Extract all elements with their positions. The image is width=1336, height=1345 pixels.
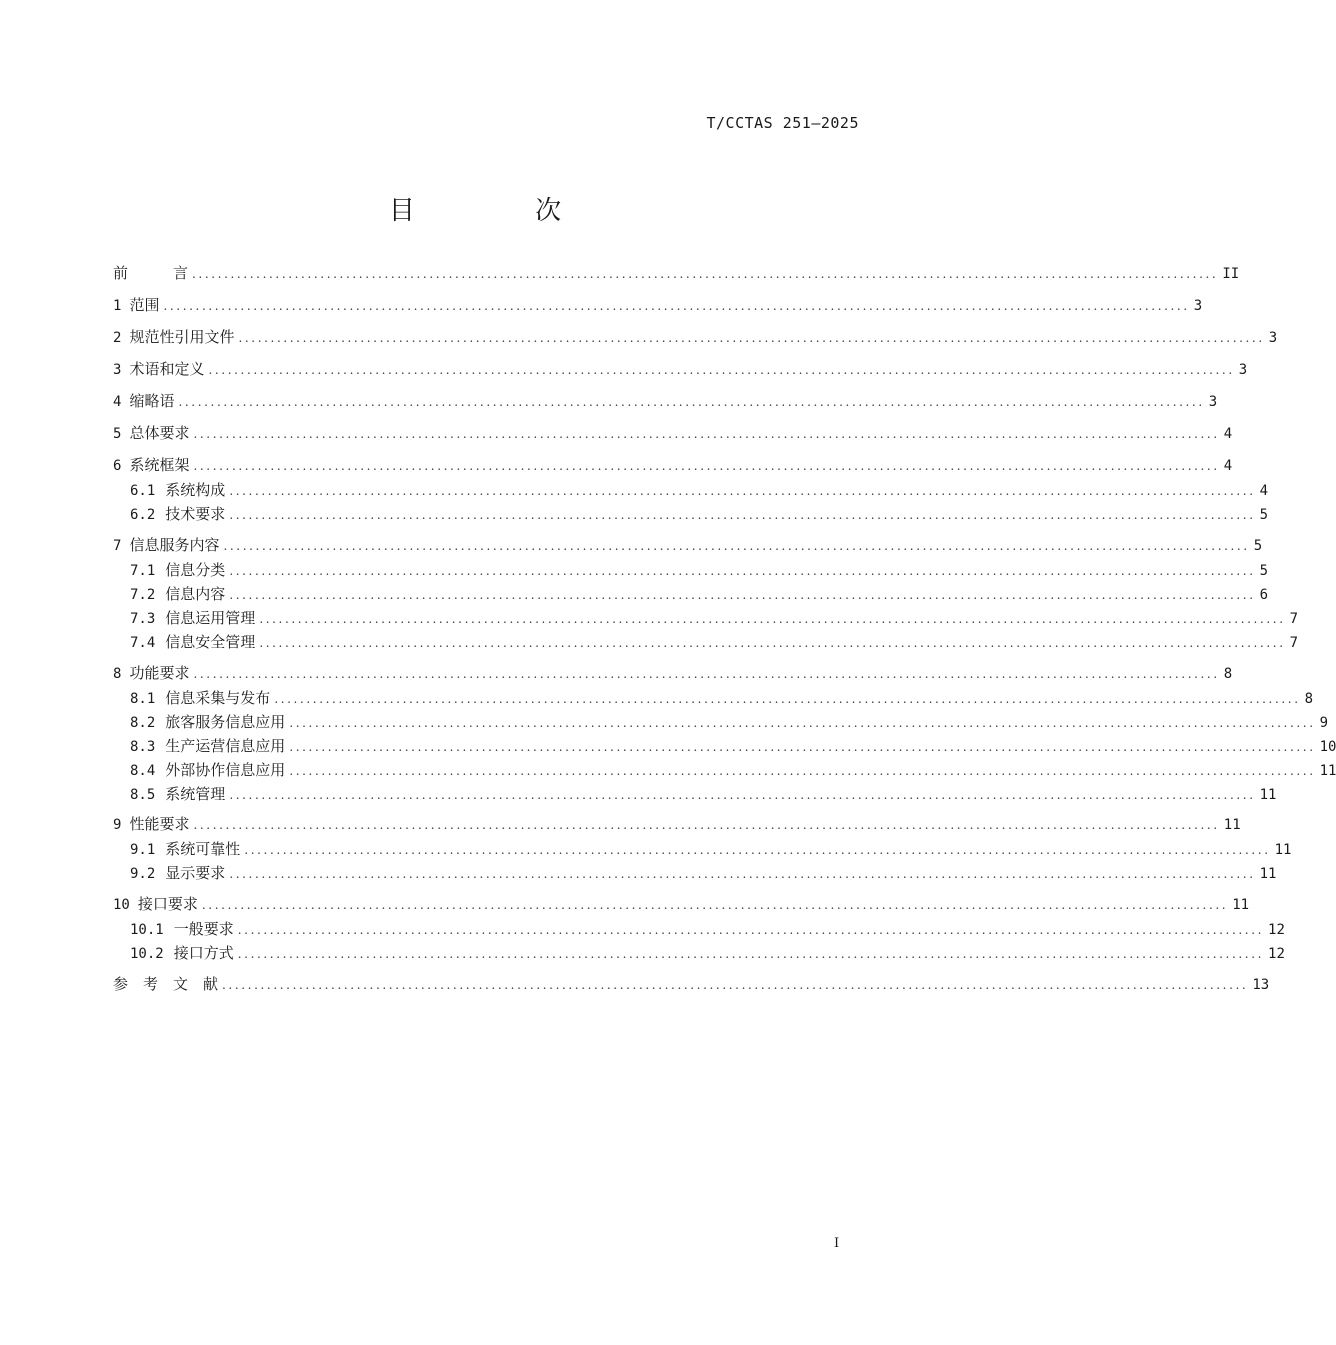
toc-entry-number: 10.2 — [130, 946, 164, 962]
toc-entry-page: II — [1222, 266, 1240, 282]
dot-leader: ................................................................................................................................................................ — [229, 508, 1256, 522]
dot-leader: ................................................................................................................................................................ — [259, 636, 1286, 650]
toc-entry-title — [130, 479, 225, 502]
document-code: T/CCTAS 251—2025 — [706, 114, 859, 132]
toc-entry-label: 接口方式 — [173, 944, 234, 962]
dot-leader: ................................................................................................................................................................ — [193, 427, 1220, 441]
toc-entry-number: 6.2 — [130, 507, 156, 523]
toc-entry-label: 规范性引用文件 — [129, 328, 235, 346]
dot-leader: ................................................................................................................................................................ — [193, 667, 1220, 681]
toc-entry-label: 功能要求 — [129, 664, 190, 682]
toc-entry[interactable] — [113, 454, 1233, 477]
toc-entry-label: 前 言 — [113, 264, 189, 282]
toc-entry-number: 8 — [113, 666, 122, 682]
toc-entry-number: 9 — [113, 817, 122, 833]
toc-entry-number: 9.2 — [130, 866, 156, 882]
toc-entry-title — [113, 422, 189, 445]
toc-entry-label: 系统可靠性 — [165, 840, 241, 858]
toc-entry-label: 系统管理 — [165, 785, 226, 803]
toc-entry-page: 5 — [1259, 507, 1269, 523]
dot-leader: ................................................................................................................................................................ — [163, 299, 1190, 313]
toc-entry-title — [113, 893, 198, 916]
toc-entry-label: 信息内容 — [165, 585, 226, 603]
toc-entry-number: 7.4 — [130, 635, 156, 651]
toc-entry-label: 信息采集与发布 — [165, 689, 271, 707]
page-number: I — [834, 1236, 840, 1251]
toc-entry-title — [113, 454, 189, 477]
toc-entry[interactable] — [130, 479, 1269, 502]
toc-entry-page: 8 — [1304, 691, 1314, 707]
toc-entry-label: 系统框架 — [129, 456, 190, 474]
toc-entry-page: 10 — [1319, 739, 1336, 755]
toc-entry-label: 系统构成 — [165, 481, 226, 499]
toc-entry[interactable] — [113, 294, 1203, 317]
toc-entry-title — [130, 711, 285, 734]
toc-entry-page: 3 — [1208, 394, 1218, 410]
toc-entry-number: 8.4 — [130, 763, 156, 779]
toc-entry-title — [130, 918, 234, 941]
dot-leader: ................................................................................................................................................................ — [229, 788, 1256, 802]
toc-entry-title — [130, 735, 285, 758]
toc-entry-number: 8.1 — [130, 691, 156, 707]
toc-entry[interactable] — [130, 942, 1285, 965]
toc-entry-number: 6.1 — [130, 483, 156, 499]
toc-entry[interactable] — [130, 711, 1329, 734]
dot-leader: ................................................................................................................................................................ — [238, 331, 1265, 345]
toc-entry-title — [130, 838, 240, 861]
toc-entry-page: 3 — [1238, 362, 1248, 378]
toc-entry-page: 3 — [1193, 298, 1203, 314]
toc-entry[interactable] — [130, 783, 1277, 806]
toc-entry-title — [130, 583, 225, 606]
toc-entry-page: 11 — [1274, 842, 1292, 858]
toc-entry-title — [130, 783, 225, 806]
dot-leader: ................................................................................................................................................................ — [193, 459, 1220, 473]
toc-entry[interactable] — [113, 534, 1263, 557]
toc-entry-page: 12 — [1268, 922, 1285, 938]
toc-entry-page: 4 — [1223, 458, 1233, 474]
toc-entry-label: 范围 — [129, 296, 160, 314]
toc-entry-label: 生产运营信息应用 — [165, 737, 286, 755]
toc-entry-page: 5 — [1253, 538, 1263, 554]
dot-leader: ................................................................................................................................................................ — [289, 716, 1316, 730]
dot-leader: ................................................................................................................................................................ — [244, 843, 1271, 857]
dot-leader: ................................................................................................................................................................ — [237, 947, 1265, 961]
toc-entry-title — [130, 503, 225, 526]
toc-entry[interactable] — [130, 687, 1314, 710]
toc-entry-page: 5 — [1259, 563, 1269, 579]
toc-entry[interactable] — [113, 893, 1250, 916]
toc-entry-number: 7.1 — [130, 563, 156, 579]
toc-entry-label: 总体要求 — [129, 424, 190, 442]
toc-entry-number: 7.3 — [130, 611, 156, 627]
toc-entry[interactable] — [130, 862, 1277, 885]
toc-entry-title — [113, 358, 204, 381]
dot-leader: ................................................................................................................................................................ — [223, 539, 1250, 553]
toc-entry[interactable] — [130, 607, 1299, 630]
toc-entry-title — [130, 862, 225, 885]
toc-entry[interactable] — [113, 813, 1241, 836]
toc-entry-page: 11 — [1232, 897, 1250, 913]
toc-entry-title — [130, 631, 255, 654]
dot-leader: ................................................................................................................................................................ — [274, 692, 1301, 706]
dot-leader: ................................................................................................................................................................ — [208, 363, 1235, 377]
toc-entry-title — [130, 942, 234, 965]
toc-entry-label: 术语和定义 — [129, 360, 205, 378]
toc-entry-number: 9.1 — [130, 842, 156, 858]
toc-entry-label: 接口要求 — [137, 895, 198, 913]
dot-leader: ................................................................................................................................................................ — [259, 612, 1286, 626]
toc-entry-title — [130, 607, 255, 630]
toc-entry-label: 信息服务内容 — [129, 536, 220, 554]
toc-entry[interactable] — [113, 358, 1248, 381]
toc-entry-title — [130, 759, 285, 782]
dot-leader: ................................................................................................................................................................ — [178, 395, 1205, 409]
toc-entry[interactable] — [130, 838, 1292, 861]
toc-entry[interactable] — [130, 559, 1269, 582]
dot-leader: ................................................................................................................................................................ — [193, 818, 1220, 832]
toc-entry-label: 信息运用管理 — [165, 609, 256, 627]
dot-leader: ................................................................................................................................................................ — [229, 588, 1256, 602]
toc-entry-page: 8 — [1223, 666, 1233, 682]
dot-leader: ................................................................................................................................................................ — [229, 867, 1256, 881]
toc-entry-page: 7 — [1289, 611, 1299, 627]
toc-entry[interactable] — [130, 503, 1269, 526]
toc-entry[interactable] — [130, 918, 1285, 941]
toc-entry-page: 11 — [1319, 763, 1336, 779]
toc-entry[interactable] — [113, 326, 1278, 349]
toc-entry-number: 4 — [113, 394, 122, 410]
toc-entry[interactable] — [130, 631, 1299, 654]
dot-leader: ................................................................................................................................................................ — [222, 978, 1249, 992]
toc-entry-title — [130, 559, 225, 582]
dot-leader: ................................................................................................................................................................ — [201, 898, 1229, 912]
toc-entry-label: 技术要求 — [165, 505, 226, 523]
toc-entry-label: 外部协作信息应用 — [165, 761, 286, 779]
toc-entry-page: 9 — [1319, 715, 1329, 731]
toc-entry-number: 8.2 — [130, 715, 156, 731]
toc-entry-number: 7.2 — [130, 587, 156, 603]
toc-entry-number: 10.1 — [130, 922, 164, 938]
toc-entry-page: 4 — [1259, 483, 1269, 499]
toc-entry-page: 6 — [1259, 587, 1269, 603]
toc-entry[interactable] — [113, 662, 1233, 685]
toc-entry-number: 6 — [113, 458, 122, 474]
dot-leader: ................................................................................................................................................................ — [192, 267, 1219, 281]
toc-entry-title — [130, 687, 270, 710]
toc-entry[interactable] — [113, 422, 1233, 445]
toc-entry-title — [113, 262, 188, 284]
toc-entry-number: 2 — [113, 330, 122, 346]
toc-entry[interactable] — [130, 735, 1336, 758]
dot-leader: ................................................................................................................................................................ — [289, 740, 1316, 754]
toc-entry-label: 性能要求 — [129, 815, 190, 833]
toc-entry-title — [113, 390, 174, 413]
dot-leader: ................................................................................................................................................................ — [229, 484, 1256, 498]
toc-entry-number: 3 — [113, 362, 122, 378]
toc-entry-page: 12 — [1268, 946, 1285, 962]
toc-entry-title — [113, 973, 218, 995]
toc-entry-page: 7 — [1289, 635, 1299, 651]
toc-entry-number: 7 — [113, 538, 122, 554]
toc-entry-number: 8.3 — [130, 739, 156, 755]
dot-leader: ................................................................................................................................................................ — [289, 764, 1316, 778]
toc-entry-label: 信息安全管理 — [165, 633, 256, 651]
toc-entry-label: 缩略语 — [129, 392, 175, 410]
toc-entry-number: 1 — [113, 298, 122, 314]
toc-entry-number: 10 — [113, 897, 130, 913]
toc-entry[interactable] — [113, 973, 1270, 996]
page-title: 目 次 — [388, 196, 618, 226]
toc-entry-title — [113, 813, 189, 836]
toc-entry-page: 3 — [1268, 330, 1278, 346]
toc-entry-page: 11 — [1259, 787, 1277, 803]
toc-entry-title — [113, 326, 234, 349]
toc-entry-page: 4 — [1223, 426, 1233, 442]
toc-entry-page: 11 — [1259, 866, 1277, 882]
toc-entry[interactable] — [130, 583, 1269, 606]
toc-entry-number: 8.5 — [130, 787, 156, 803]
toc-entry-page: 11 — [1223, 817, 1241, 833]
dot-leader: ................................................................................................................................................................ — [229, 564, 1256, 578]
toc-entry-title — [113, 662, 189, 685]
toc-entry-label: 旅客服务信息应用 — [165, 713, 286, 731]
dot-leader: ................................................................................................................................................................ — [237, 923, 1265, 937]
toc-entry[interactable] — [130, 759, 1336, 782]
toc-entry-label: 一般要求 — [173, 920, 234, 938]
toc-entry-label: 信息分类 — [165, 561, 226, 579]
toc-entry-title — [113, 294, 159, 317]
toc-entry[interactable] — [113, 262, 1240, 285]
toc-entry[interactable] — [113, 390, 1218, 413]
toc-entry-page: 13 — [1252, 977, 1270, 993]
toc-entry-label: 参 考 文 献 — [113, 975, 219, 993]
toc-entry-number: 5 — [113, 426, 122, 442]
toc-entry-title — [113, 534, 219, 557]
toc-entry-label: 显示要求 — [165, 864, 226, 882]
